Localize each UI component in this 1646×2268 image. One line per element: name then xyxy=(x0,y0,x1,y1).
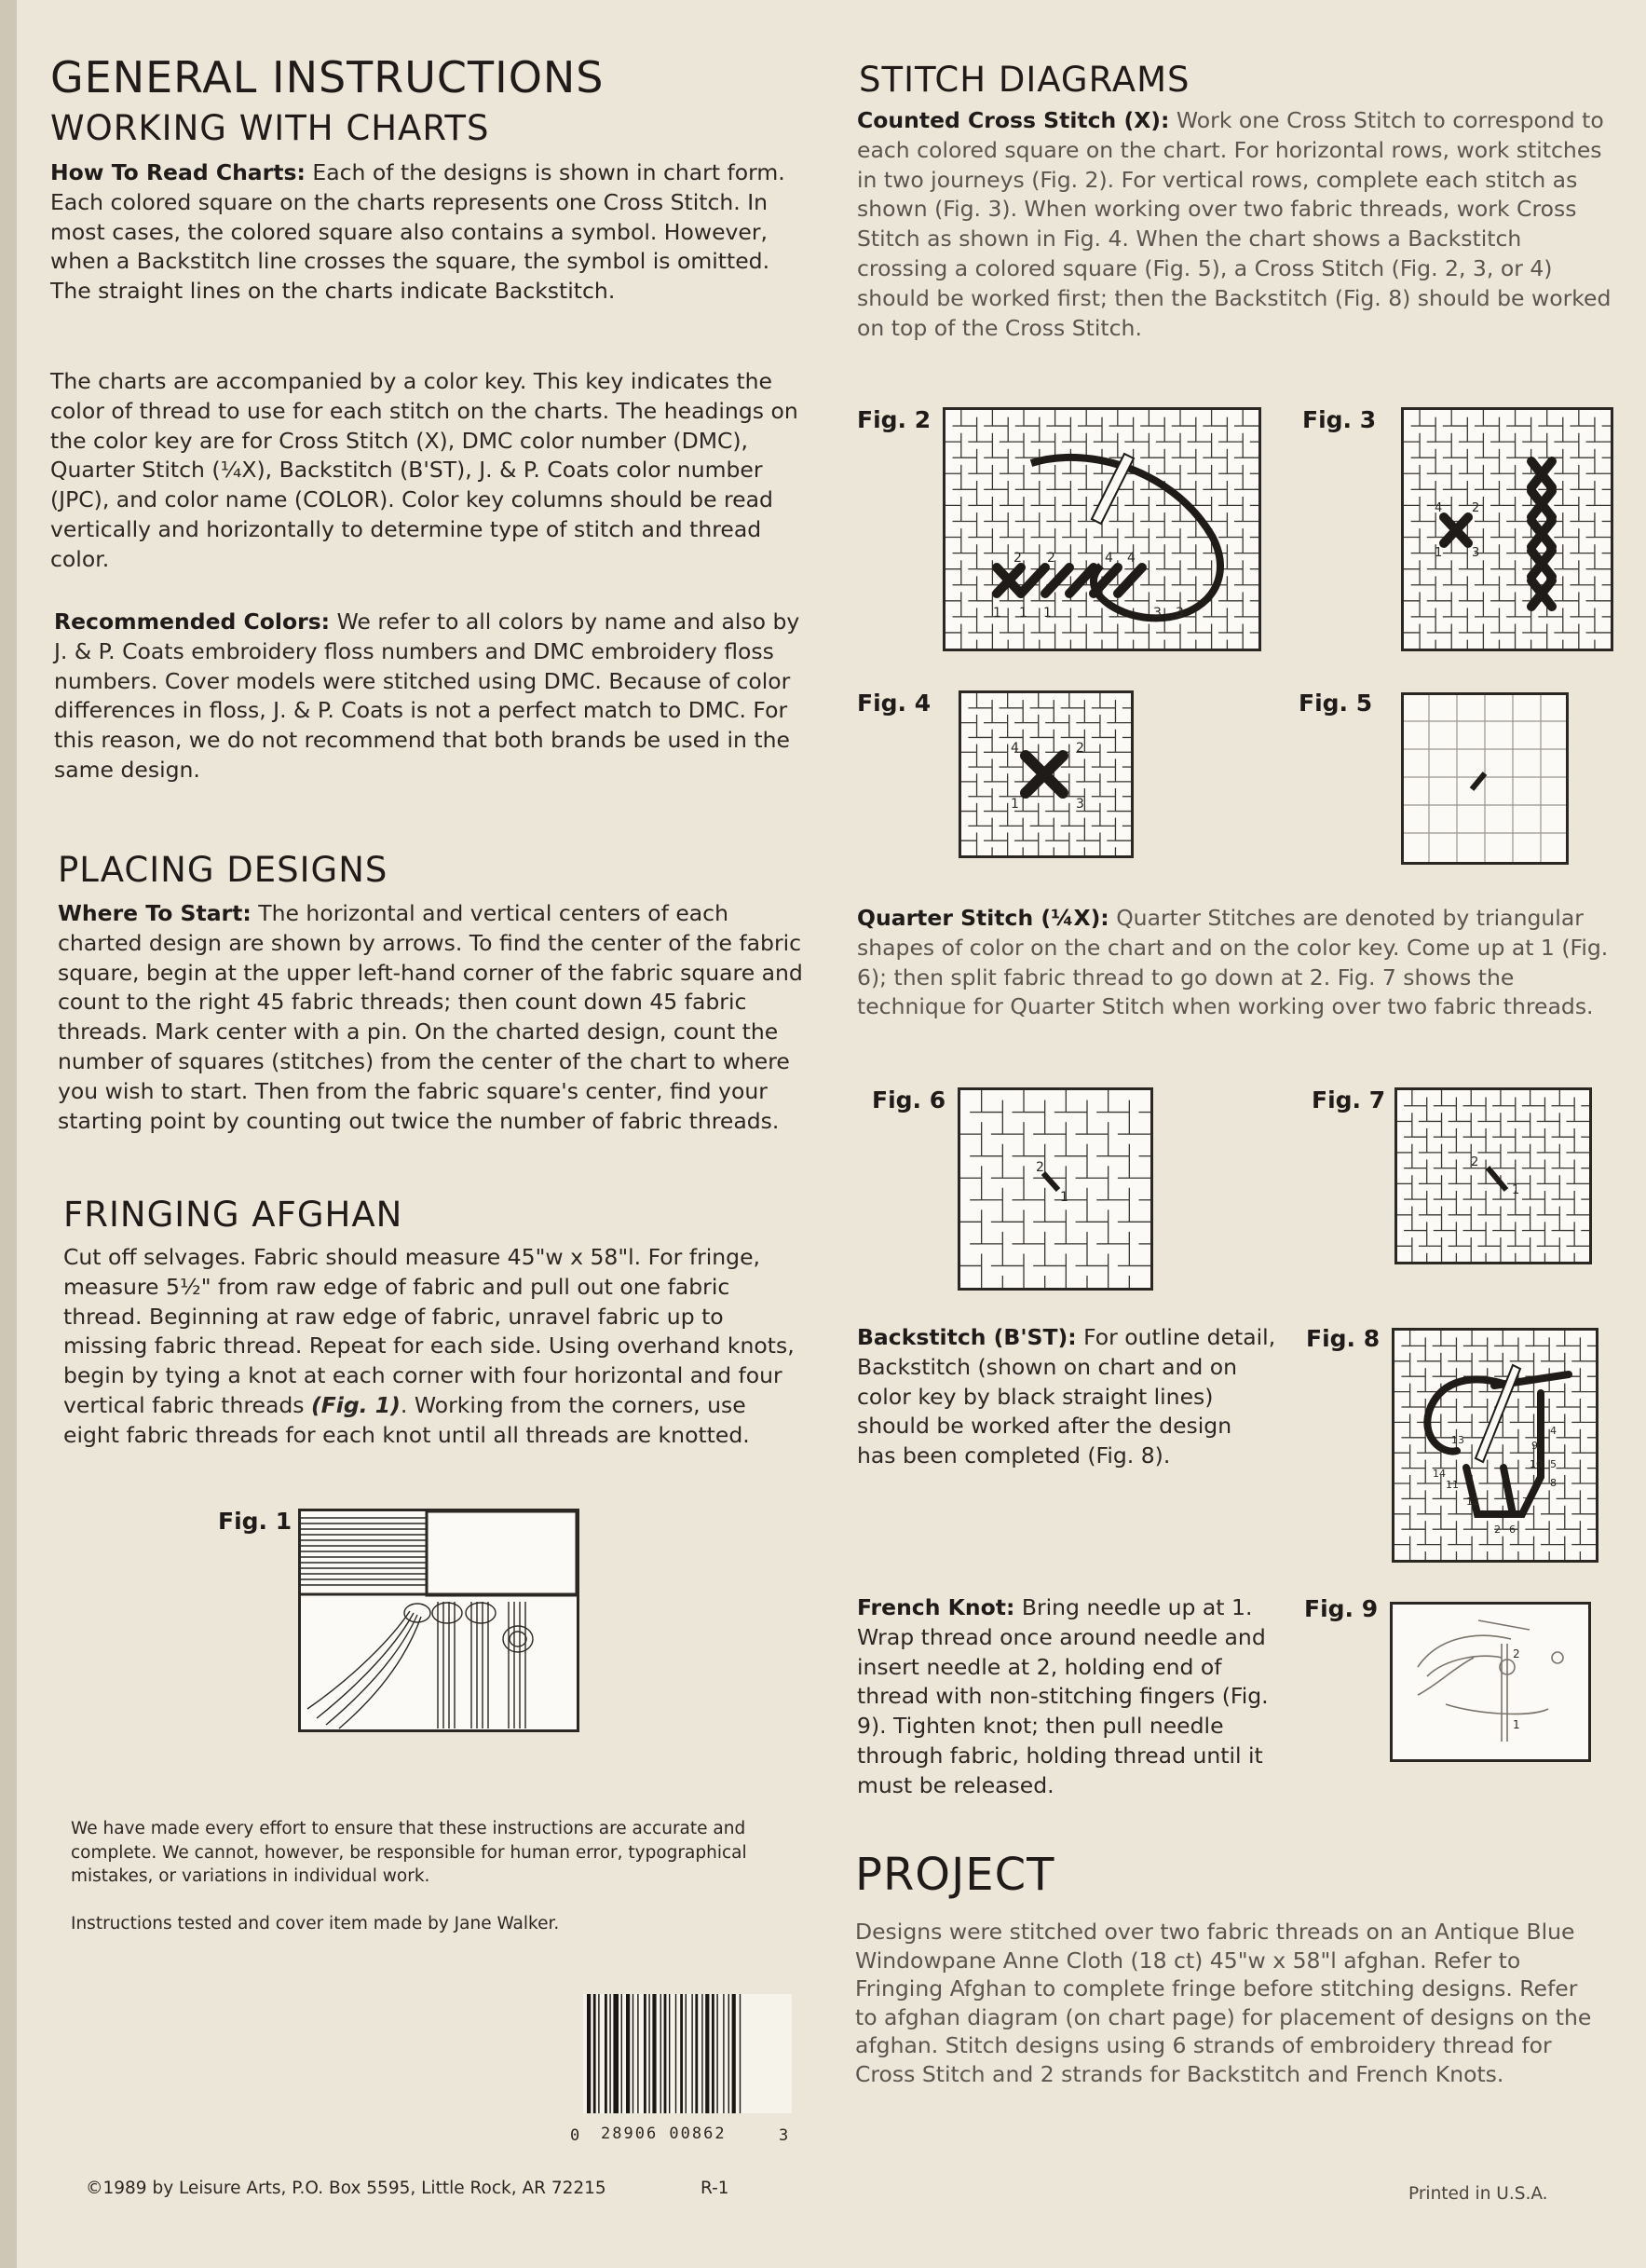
barcode-bar xyxy=(686,1994,687,2113)
barcode-bar xyxy=(605,1994,607,2113)
barcode-bar xyxy=(644,1994,646,2113)
fig3-stitch-number: 2 xyxy=(1472,501,1480,515)
fig2-stitch-number: 4 xyxy=(1105,551,1113,566)
fig7-label: Fig. 7 xyxy=(1312,1086,1386,1114)
fig4-stitch-number: 2 xyxy=(1076,741,1084,756)
instruction-sheet xyxy=(17,0,1646,2268)
fig8-stitch-number: 10 xyxy=(1530,1458,1543,1470)
backstitch-paragraph xyxy=(857,1323,1276,1471)
fig2-stitch-number: 1 xyxy=(993,606,1001,621)
read-charts-paragraph xyxy=(50,158,807,307)
placing-designs-heading: PLACING DESIGNS xyxy=(58,850,388,890)
barcode-bar xyxy=(740,1994,741,2113)
barcode-bar xyxy=(613,1994,619,2113)
barcode-bar xyxy=(732,1994,736,2113)
tested-by: Instructions tested and cover item made by Jane Walker. xyxy=(71,1914,560,1933)
disclaimer: We have made every effort to ensure that these instructions are accurate and complete. We cannot, however, be responsible for human error, typographical mistakes, or variations in individual work. xyxy=(71,1819,747,1886)
fig2-stitch-number: 3 xyxy=(1176,606,1184,621)
barcode-bar xyxy=(716,1994,717,2113)
fig5-label: Fig. 5 xyxy=(1299,690,1373,717)
barcode-digits: 28906 00862 xyxy=(601,2125,727,2143)
barcode-left-digit: 0 xyxy=(570,2126,582,2145)
fringing-text-1: Cut off selvages. Fabric should measure 45"w x 58"l. For fringe, measure 5½" from raw edge of fabric and pull out one fabric thread. Beginning at raw edge of fabric, unravel fabric up to missing fabric thread. Repeat for each side. Using overhand knots, begin by tying a knot at each corner with four horizontal and four vertical fabric threads xyxy=(63,1244,795,1418)
barcode-bar xyxy=(626,1994,630,2113)
fig3-stitch-number: 1 xyxy=(1435,546,1443,560)
barcode-bar xyxy=(593,1994,596,2113)
fig6-quarter-stitch-diagram xyxy=(958,1087,1153,1291)
fig8-stitch-number: 7 xyxy=(1522,1496,1529,1508)
stitch-diagrams-heading: STITCH DIAGRAMS xyxy=(859,60,1190,100)
copyright: ©1989 by Leisure Arts, P.O. Box 5595, Little Rock, AR 72215 xyxy=(86,2179,606,2198)
fig1-label: Fig. 1 xyxy=(218,1508,292,1535)
french-knot-text: Bring needle up at 1. Wrap thread once around needle and insert needle at 2, holding end of thread with non-stitching fingers (Fig. 9). Tighten knot; then pull needle through fabric, holding thread until it must be released. xyxy=(857,1594,1269,1798)
fig7-stitch-number: 1 xyxy=(1512,1183,1520,1197)
fig8-stitch-number: 11 xyxy=(1446,1479,1459,1491)
fig8-stitch-number: 2 xyxy=(1494,1523,1501,1536)
fringing-paragraph xyxy=(63,1243,805,1451)
catalog-code: R-1 xyxy=(701,2179,729,2198)
fig8-stitch-number: 14 xyxy=(1433,1468,1446,1480)
fig2-stitch-number: 2 xyxy=(1047,551,1055,566)
fig8-stitch-number: 9 xyxy=(1531,1440,1538,1452)
barcode xyxy=(583,1994,792,2113)
fringing-heading: FRINGING AFGHAN xyxy=(63,1195,403,1235)
fig7-quarter-stitch-diagram xyxy=(1394,1087,1592,1264)
barcode-bar xyxy=(664,1994,667,2113)
backstitch-text: For outline detail, Backstitch (shown on chart and on color key by black straight lines) should be worked after the design has been completed (Fig. 8). xyxy=(857,1324,1276,1469)
barcode-right-digit: 3 xyxy=(779,2126,791,2145)
fig4-stitch-number: 4 xyxy=(1011,741,1019,756)
read-charts-label: How To Read Charts: xyxy=(50,159,306,185)
color-key-paragraph: The charts are accompanied by a color key. This key indicates the color of thread to use for each stitch on the charts. The headings on the color key are for Cross Stitch (X), DMC color number (DMC), Quarter Stitch (¼X), Backstitch (B'ST), J. & P. Coats color number (JPC), and color name (COLOR). Color key columns should be read vertically and horizontally to determine type of stitch and thread color. xyxy=(50,368,798,572)
fig6-label: Fig. 6 xyxy=(872,1086,946,1114)
fig8-backstitch-diagram xyxy=(1392,1328,1598,1563)
fig4-label: Fig. 4 xyxy=(857,690,932,717)
barcode-bar xyxy=(587,1994,591,2113)
fig6-stitch-number: 1 xyxy=(1060,1190,1068,1205)
barcode-bar xyxy=(621,1994,622,2113)
barcode-bar xyxy=(609,1994,610,2113)
barcode-bar xyxy=(701,1994,702,2113)
fig2-stitch-number: 1 xyxy=(1043,606,1052,621)
fig8-stitch-number: 8 xyxy=(1550,1477,1557,1489)
fringing-text-2: . Working from the corners, use eight fabric threads for each knot until all threads are knotted. xyxy=(63,1391,750,1448)
barcode-bar xyxy=(598,1994,599,2113)
fig2-stitch-number: 3 xyxy=(1153,606,1162,621)
fig3-label: Fig. 3 xyxy=(1302,406,1377,433)
where-to-start-paragraph xyxy=(58,899,803,1136)
fig5-backstitch-crossing-diagram xyxy=(1401,692,1569,865)
french-knot-label: French Knot: xyxy=(857,1594,1015,1620)
barcode-bar xyxy=(652,1994,656,2113)
project-paragraph: Designs were stitched over two fabric threads on an Antique Blue Windowpane Anne Cloth (18 ct) 45"w x 58"l afghan. Refer to Fringing Afghan to complete fringe before stitching designs. Refer to afghan diagram (on chart page) for placement of designs on the afghan. Stitch designs using 6 strands of embroidery thread for Cross Stitch and 2 strands for Backstitch and French Knots. xyxy=(855,1919,1592,2087)
quarter-stitch-text: Quarter Stitches are denoted by triangular shapes of color on the chart and on the color key. Come up at 1 (Fig. 6); then split fabric thread to go down at 2. Fig. 7 shows the technique for Quarter Stitch when working over two fabric threads. xyxy=(857,905,1609,1020)
barcode-bar xyxy=(648,1994,649,2113)
fig8-stitch-number: 6 xyxy=(1509,1523,1516,1536)
fig9-stitch-number: 1 xyxy=(1513,1718,1520,1731)
barcode-bar xyxy=(675,1994,676,2113)
barcode-bar xyxy=(660,1994,661,2113)
fig9-label: Fig. 9 xyxy=(1304,1595,1379,1622)
where-to-start-text: The horizontal and vertical centers of each charted design are shown by arrows. To find the center of the fabric square, begin at the upper left-hand corner of the fabric square and count to the right 45 fabric threads; then count down 45 fabric threads. Mark center with a pin. On the charted design, count the number of squares (stitches) from the center of the chart to where you wish to start. Then from the fabric square's center, find your starting point by counting out twice the number of fabric threads. xyxy=(58,900,803,1134)
fig2-label: Fig. 2 xyxy=(857,406,932,433)
fig3-stitch-number: 4 xyxy=(1435,501,1443,515)
barcode-bar xyxy=(637,1994,638,2113)
fig2-stitch-number: 4 xyxy=(1127,551,1136,566)
counted-cross-stitch-text: Work one Cross Stitch to correspond to each colored square on the chart. For horizontal rows, work stitches in two journeys (Fig. 2). For vertical rows, complete each stitch as shown (Fig. 3). When working over two fabric threads, work Cross Stitch as shown in Fig. 4. When the chart shows a Backstitch crossing a colored square (Fig. 5), a Cross Stitch (Fig. 2, 3, or 4) should be worked first; then the Backstitch (Fig. 8) should be worked on top of the Cross Stitch. xyxy=(857,107,1612,341)
barcode-bar xyxy=(723,1994,724,2113)
fig3-cross-stitch-diagram xyxy=(1401,407,1613,651)
counted-cross-stitch-label: Counted Cross Stitch (X): xyxy=(857,107,1170,133)
french-knot-paragraph xyxy=(857,1593,1272,1801)
fig3-stitch-number: 3 xyxy=(1472,546,1480,560)
barcode-bar xyxy=(705,1994,709,2113)
barcode-bar xyxy=(691,1994,692,2113)
fringing-fig-ref: (Fig. 1) xyxy=(311,1391,401,1418)
fig7-stitch-number: 2 xyxy=(1471,1155,1479,1169)
counted-cross-stitch-paragraph xyxy=(857,106,1615,343)
barcode-bar xyxy=(680,1994,683,2113)
page-title: GENERAL INSTRUCTIONS xyxy=(50,52,605,102)
fig8-stitch-number: 5 xyxy=(1550,1458,1557,1470)
read-charts-text: Each of the designs is shown in chart form. Each colored square on the charts represents one Cross Stitch. In most cases, the colored square also contains a symbol. However, when a Backstitch line crosses the square, the symbol is omitted. The straight lines on the charts indicate Backstitch. xyxy=(50,159,785,305)
backstitch-label: Backstitch (B'ST): xyxy=(857,1324,1077,1350)
fig1-fringe-illustration xyxy=(298,1509,579,1732)
barcode-bar xyxy=(669,1994,670,2113)
fig4-stitch-number: 1 xyxy=(1011,797,1019,812)
barcode-bar xyxy=(728,1994,729,2113)
recommended-colors-text: We refer to all colors by name and also by J. & P. Coats embroidery floss numbers and DMC embroidery floss numbers. Cover models were stitched using DMC. Because of color differences in floss, J. & P. Coats is not a perfect match to DMC. For this reason, we do not recommend that both brands be used in the same design. xyxy=(54,608,800,783)
fig2-cross-stitch-diagram xyxy=(943,407,1261,651)
charts-heading: WORKING WITH CHARTS xyxy=(50,108,490,148)
quarter-stitch-paragraph xyxy=(857,904,1615,1022)
barcode-bar xyxy=(712,1994,714,2113)
printed-in: Printed in U.S.A. xyxy=(1408,2184,1548,2204)
fig8-label: Fig. 8 xyxy=(1306,1325,1381,1352)
project-heading: PROJECT xyxy=(855,1849,1055,1901)
barcode-bar xyxy=(695,1994,698,2113)
fig6-stitch-number: 2 xyxy=(1036,1160,1044,1175)
fig8-stitch-number: 13 xyxy=(1451,1434,1464,1446)
fig8-stitch-number: 12 xyxy=(1466,1496,1479,1508)
where-to-start-label: Where To Start: xyxy=(58,900,252,926)
fig9-stitch-number: 2 xyxy=(1513,1647,1520,1660)
fig2-stitch-number: 2 xyxy=(1013,551,1022,566)
quarter-stitch-label: Quarter Stitch (¼X): xyxy=(857,905,1109,931)
fig4-cross-stitch-diagram xyxy=(959,690,1134,858)
recommended-colors-label: Recommended Colors: xyxy=(54,608,331,635)
fig8-stitch-number: 4 xyxy=(1550,1425,1557,1437)
fig4-stitch-number: 3 xyxy=(1076,797,1084,812)
fig2-stitch-number: 1 xyxy=(1019,606,1027,621)
fig9-french-knot-diagram xyxy=(1390,1602,1591,1762)
recommended-colors-paragraph xyxy=(54,608,805,786)
